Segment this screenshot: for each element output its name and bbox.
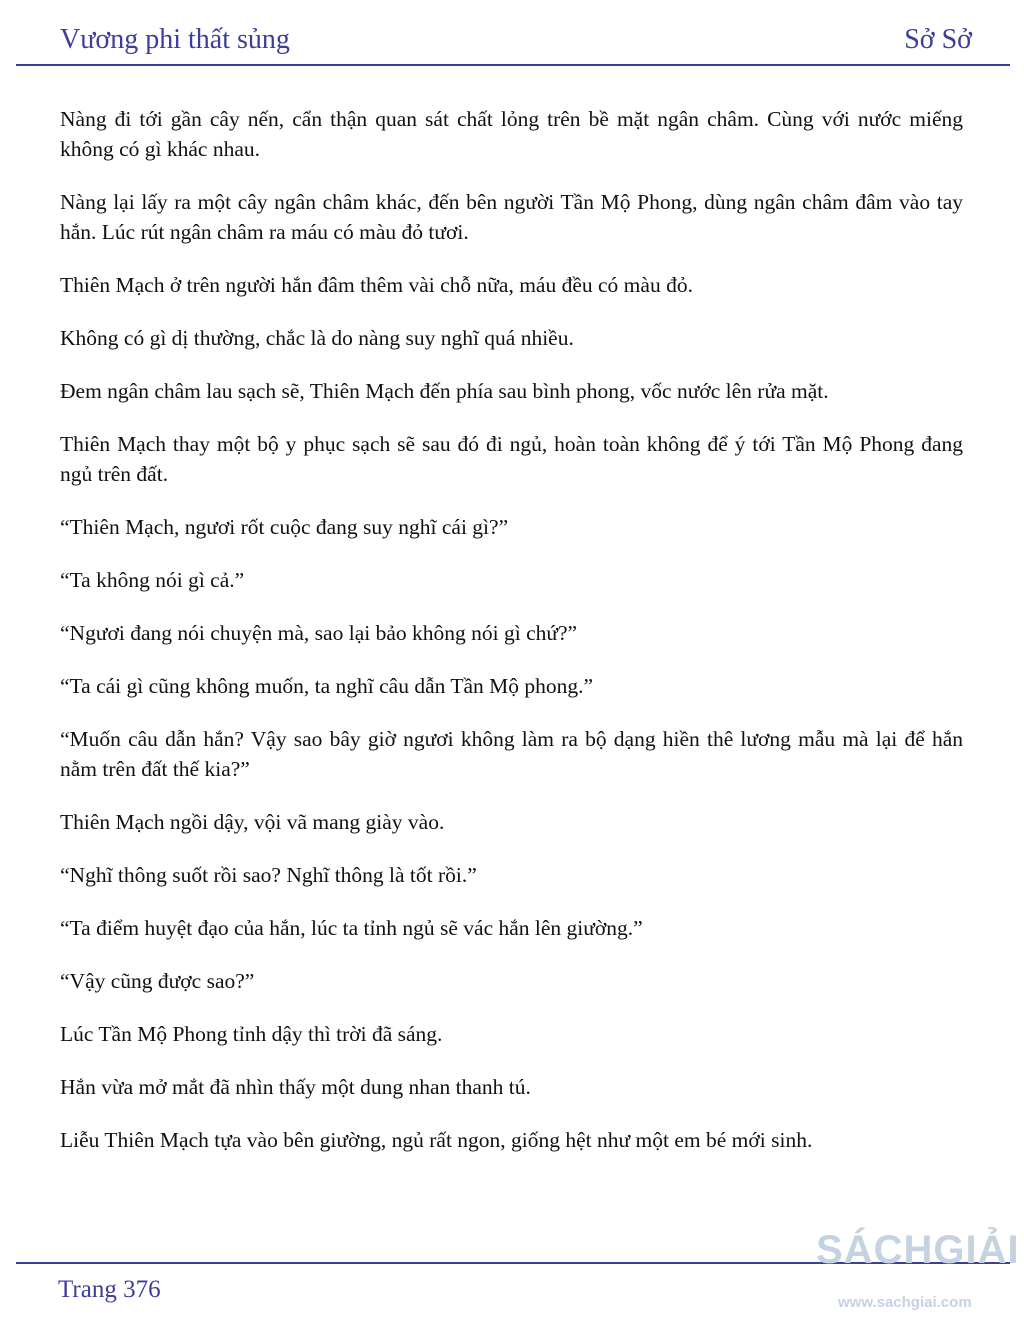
paragraph: Liễu Thiên Mạch tựa vào bên giường, ngủ rất ngon, giống hệt như một em bé mới sinh. — [60, 1128, 813, 1152]
paragraph: Lúc Tần Mộ Phong tỉnh dậy thì trời đã sáng. — [60, 1022, 443, 1046]
paragraph: “Vậy cũng được sao?” — [60, 969, 255, 993]
paragraph: “Nghĩ thông suốt rồi sao? Nghĩ thông là tốt rồi.” — [60, 863, 477, 887]
paragraph: “Ngươi đang nói chuyện mà, sao lại bảo không nói gì chứ?” — [60, 621, 578, 645]
page-body — [60, 104, 963, 1178]
paragraph: Hắn vừa mở mắt đã nhìn thấy một dung nhan thanh tú. — [60, 1075, 531, 1099]
watermark-brand: SÁCHGIẢI — [816, 1228, 1020, 1272]
watermark-logo — [816, 1228, 1024, 1325]
paragraph: Thiên Mạch ở trên người hắn đâm thêm vài chỗ nữa, máu đều có màu đỏ. — [60, 273, 693, 297]
paragraph: Đem ngân châm lau sạch sẽ, Thiên Mạch đến phía sau bình phong, vốc nước lên rửa mặt. — [60, 379, 829, 403]
paragraph: Nàng đi tới gần cây nến, cẩn thận quan sát chất lỏng trên bề mặt ngân châm. Cùng với nước miếng không có gì khác nhau. — [60, 107, 963, 161]
paragraph: “Muốn câu dẫn hắn? Vậy sao bây giờ ngươi không làm ra bộ dạng hiền thê lương mẫu mà lại để hắn nằm trên đất thế kia?” — [60, 727, 963, 781]
header-divider — [16, 64, 1010, 66]
paragraph: “Thiên Mạch, ngươi rốt cuộc đang suy nghĩ cái gì?” — [60, 515, 509, 539]
paragraph: “Ta cái gì cũng không muốn, ta nghĩ câu dẫn Tần Mộ phong.” — [60, 674, 594, 698]
paragraph: Nàng lại lấy ra một cây ngân châm khác, đến bên người Tần Mộ Phong, dùng ngân châm đâm vào tay hắn. Lúc rút ngân châm ra máu có màu đỏ tươi. — [60, 190, 963, 244]
paragraph: Thiên Mạch ngồi dậy, vội vã mang giày vào. — [60, 810, 445, 834]
watermark-url: www.sachgiai.com — [838, 1294, 972, 1311]
paragraph: Không có gì dị thường, chắc là do nàng suy nghĩ quá nhiều. — [60, 326, 574, 350]
book-author: Sở Sở — [904, 24, 972, 55]
paragraph: “Ta điểm huyệt đạo của hắn, lúc ta tỉnh ngủ sẽ vác hắn lên giường.” — [60, 916, 643, 940]
book-title: Vương phi thất sủng — [60, 24, 290, 55]
paragraph: “Ta không nói gì cả.” — [60, 568, 245, 592]
page-number: Trang 376 — [58, 1276, 161, 1303]
page-header — [16, 22, 1010, 68]
paragraph: Thiên Mạch thay một bộ y phục sạch sẽ sau đó đi ngủ, hoàn toàn không để ý tới Tần Mộ Phong đang ngủ trên đất. — [60, 432, 963, 486]
